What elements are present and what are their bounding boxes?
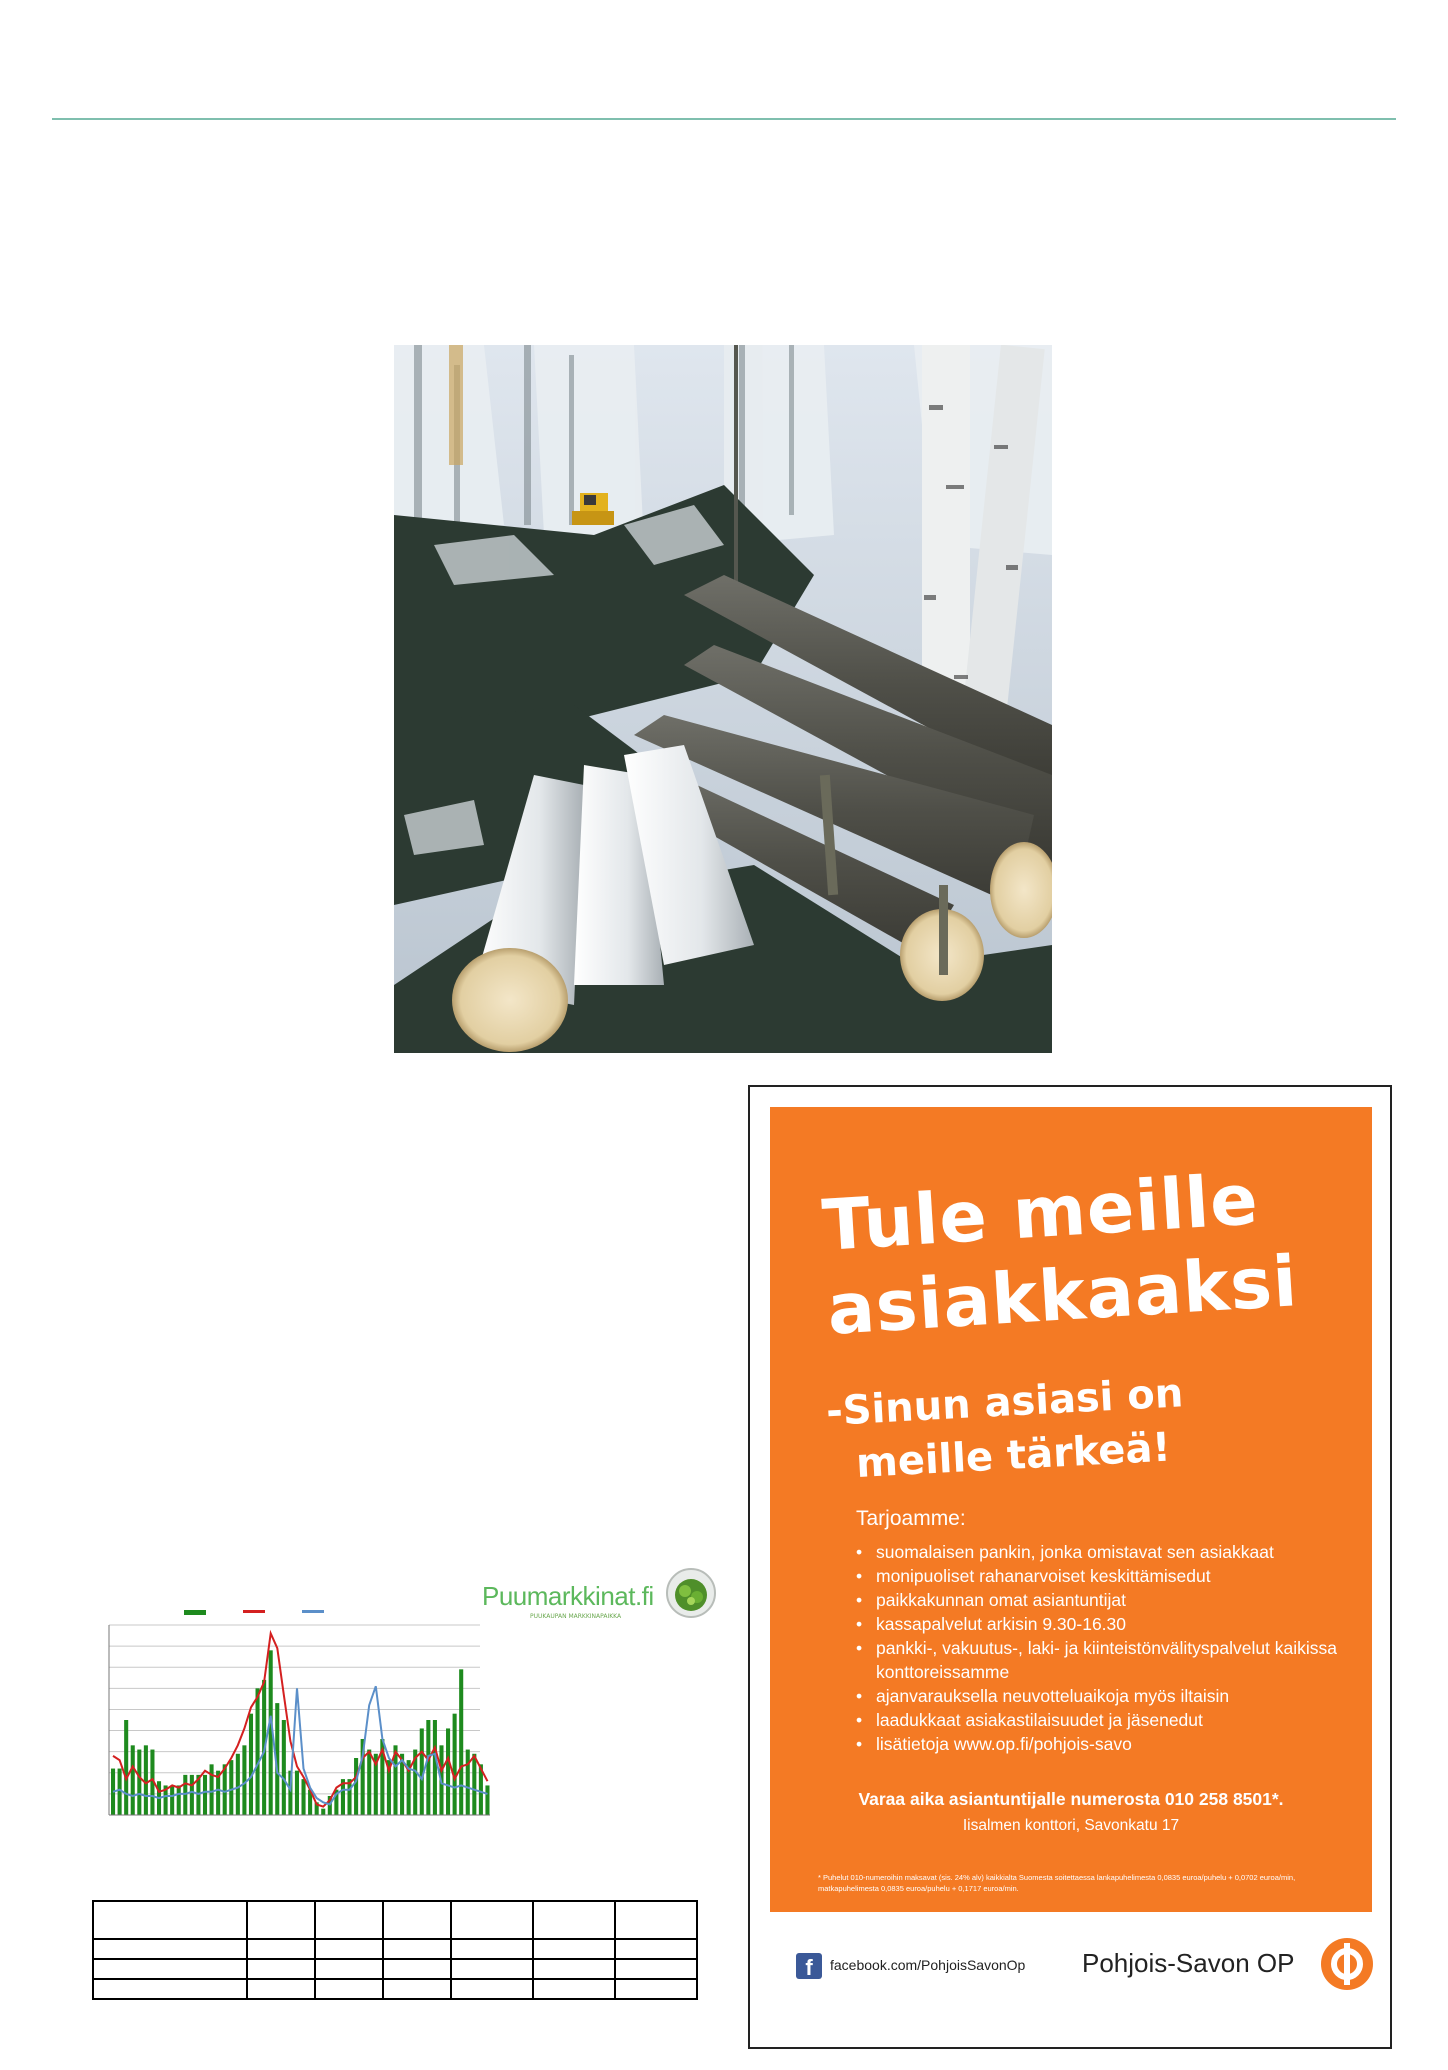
brand-name: Puumarkkinat.fi [482, 1581, 654, 1611]
bar [210, 1764, 214, 1815]
table-cell [315, 1901, 383, 1939]
bar [137, 1750, 141, 1815]
bar [302, 1779, 306, 1815]
table-cell [615, 1939, 697, 1959]
ad-orange-panel [770, 1107, 1372, 1912]
offer-list [856, 1540, 1356, 1756]
brand-logo-icon [665, 1567, 717, 1619]
table-header-row [93, 1901, 697, 1939]
table-cell [533, 1959, 615, 1979]
bar [229, 1760, 233, 1815]
chart-lines [113, 1633, 488, 1806]
bar [295, 1771, 299, 1815]
table-cell [533, 1979, 615, 1999]
bar [426, 1720, 430, 1815]
table-cell [315, 1939, 383, 1959]
op-logo-icon [1320, 1937, 1374, 1991]
ad-subheadline-line-1: -Sinun asiasi on [825, 1370, 1185, 1435]
bar [256, 1688, 260, 1815]
ad-subheadline-line-2: meille tärkeä! [855, 1424, 1172, 1487]
forest-logs-photo [394, 345, 1052, 1053]
bar [190, 1775, 194, 1815]
bar [249, 1714, 253, 1815]
table-cell [247, 1959, 315, 1979]
bar [236, 1754, 240, 1815]
bar [459, 1669, 463, 1815]
table-cell [533, 1901, 615, 1939]
table-cell [451, 1901, 533, 1939]
table-cell [533, 1939, 615, 1959]
table-row [93, 1979, 697, 1999]
chart-legend [184, 1610, 324, 1615]
bar [347, 1779, 351, 1815]
ad-headline-line-1: Tule meille [820, 1158, 1261, 1267]
table-cell [383, 1959, 451, 1979]
ad-headline-line-2: asiakkaaksi [825, 1240, 1301, 1351]
bar [203, 1775, 207, 1815]
offer-item: • monipuoliset rahanarvoiset keskittämisedut [856, 1564, 1356, 1588]
legend-swatch-series-2 [243, 1610, 265, 1613]
bar [282, 1720, 286, 1815]
branch-address: Iisalmen konttori, Savonkatu 17 [962, 1817, 1180, 1834]
table-cell [615, 1901, 697, 1939]
table-row [93, 1959, 697, 1979]
legend-swatch-series-1 [184, 1610, 206, 1615]
table-cell [383, 1979, 451, 1999]
offer-item: • ajanvarauksella neuvotteluaikoja myös iltaisin [856, 1684, 1356, 1708]
bar [321, 1809, 325, 1815]
call-price-footnote: * Puhelut 010-numeroihin maksavat (sis. 24% alv) kaikkialta Suomesta soitettaessa lankapuhelimesta 0,0835 euroa/puhelu + 0,0702 euroa/min, matkapuhelimesta 0,0835 euroa/puhelu + 0,1717 euroa/min. [818, 1873, 1296, 1893]
bar [433, 1720, 437, 1815]
table-cell [93, 1979, 247, 1999]
offer-item: • kassapalvelut arkisin 9.30-16.30 [856, 1612, 1356, 1636]
table-cell [383, 1901, 451, 1939]
bar [354, 1758, 358, 1815]
offer-item: • laadukkaat asiakastilaisuudet ja jäsenedut [856, 1708, 1356, 1732]
table-cell [451, 1939, 533, 1959]
bar [177, 1785, 181, 1815]
offer-item: • paikkakunnan omat asiantuntijat [856, 1588, 1356, 1612]
legend-swatch-series-3 [302, 1610, 324, 1613]
table-cell [247, 1979, 315, 1999]
puumarkkinat-brand [482, 1567, 714, 1623]
table-cell [383, 1939, 451, 1959]
table-cell [93, 1901, 247, 1939]
bar [170, 1785, 174, 1815]
offer-item: • pankki-, vakuutus-, laki- ja kiinteistönvälityspalvelut kaikissa konttoreissamme [856, 1636, 1356, 1684]
table-cell [93, 1959, 247, 1979]
bar [466, 1750, 470, 1815]
bar [367, 1750, 371, 1815]
bar [472, 1754, 476, 1815]
brand-tagline: PUUKAUPAN MARKKINAPAIKKA [530, 1613, 622, 1620]
data-table [92, 1900, 698, 2000]
table-cell [615, 1979, 697, 1999]
table-row [93, 1939, 697, 1959]
offer-item: • lisätietoja www.op.fi/pohjois-savo [856, 1732, 1356, 1756]
call-to-action: Varaa aika asiantuntijalle numerosta 010 258 8501*. [858, 1789, 1284, 1809]
facebook-link[interactable]: facebook.com/PohjoisSavonOp [830, 1957, 1026, 1973]
top-rule [52, 118, 1396, 120]
table-cell [247, 1939, 315, 1959]
bar [446, 1728, 450, 1815]
offer-heading: Tarjoamme: [856, 1507, 966, 1530]
bank-name: Pohjois-Savon OP [1082, 1948, 1295, 1978]
bar [453, 1714, 457, 1815]
facebook-icon: f [796, 1953, 822, 1979]
offer-item: • suomalaisen pankin, jonka omistavat sen asiakkaat [856, 1540, 1356, 1564]
table-cell [451, 1959, 533, 1979]
table-cell [615, 1959, 697, 1979]
bar [242, 1745, 246, 1815]
bar [485, 1785, 489, 1815]
table-cell [93, 1939, 247, 1959]
table-cell [451, 1979, 533, 1999]
bar [144, 1745, 148, 1815]
table-cell [315, 1979, 383, 1999]
table-cell [315, 1959, 383, 1979]
price-chart [100, 1605, 500, 1825]
bar [183, 1775, 187, 1815]
bar [131, 1745, 135, 1815]
bar [124, 1720, 128, 1815]
table-cell [247, 1901, 315, 1939]
